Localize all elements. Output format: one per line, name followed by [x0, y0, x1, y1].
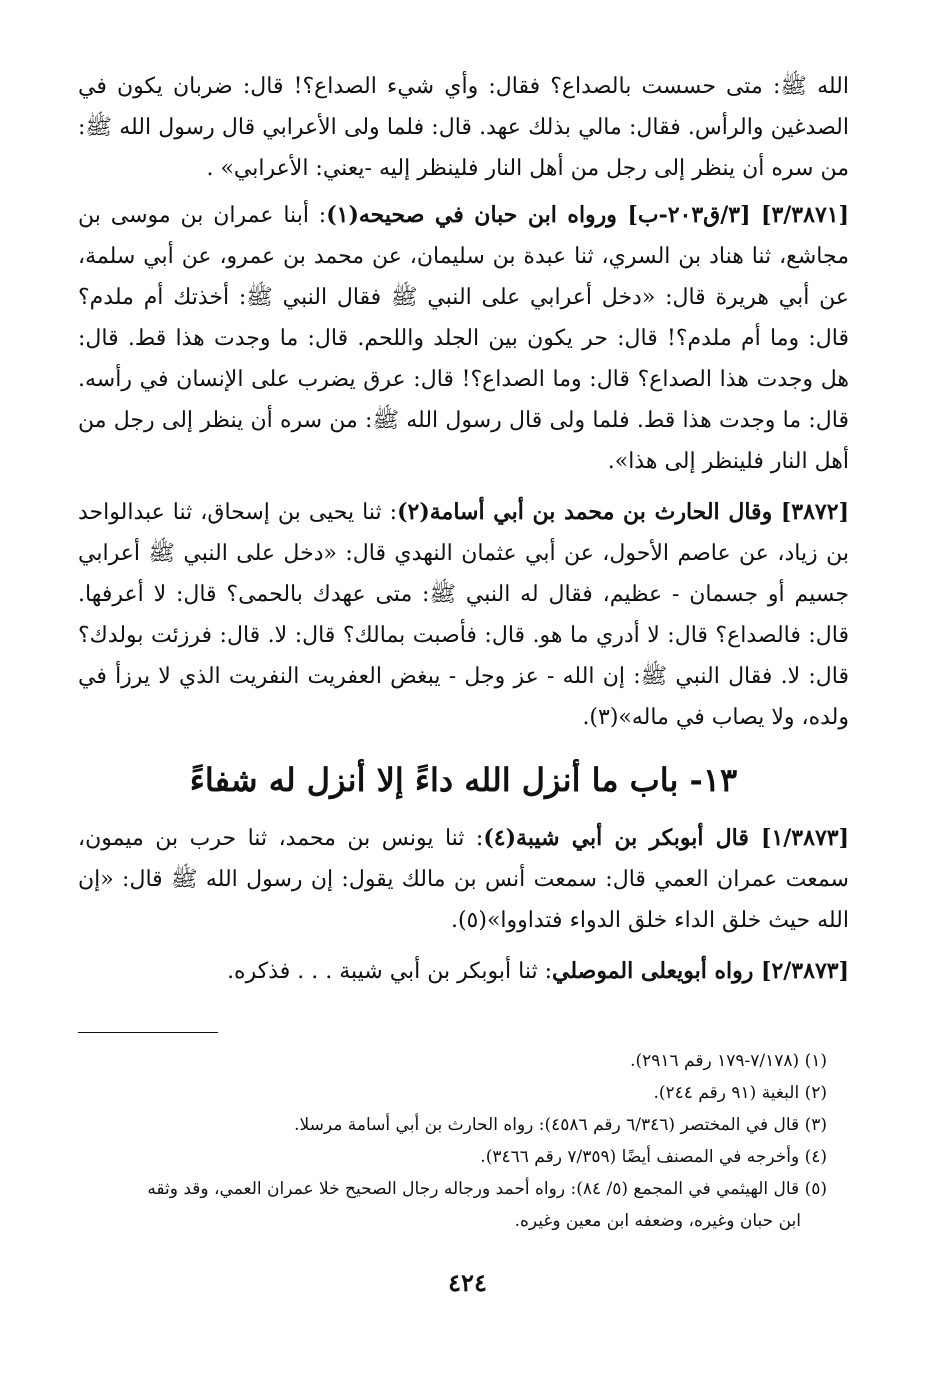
footnote-1: (١) (٧/١٧٨-١٧٩ رقم ٢٩١٦).	[630, 1051, 827, 1071]
footnote-2: (٢) البغية (٩١ رقم ٢٤٤).	[653, 1083, 827, 1103]
page-number: ٤٢٤	[448, 1268, 487, 1297]
hadith-reference: [٣/٣٨٧١] [٣/ق٢٠٣-ب] ورواه ابن حبان في صحيحه(١)	[326, 202, 849, 228]
hadith-3873-2	[78, 951, 849, 992]
paragraph-text: الله ﷺ: متى حسست بالصداع؟ فقال: وأي شيء الصداع؟! قال: ضربان يكون في الصدغين والرأس. فقال: مالي بذلك عهد. قال: فلما ولى الأعرابي قال رسول الله ﷺ: من سره أن ينظر إلى رجل من أهل النار فلينظر إليه -يعني: الأعرابي» .	[78, 74, 849, 181]
hadith-reference: [٢/٣٨٧٣] رواه أبويعلى الموصلي	[552, 958, 849, 984]
footnote-5: (٥) قال الهيثمي في المجمع (٥/ ٨٤): رواه أحمد ورجاله رجال الصحيح خلا عمران العمي، وقد وثقه	[147, 1179, 827, 1199]
hadith-reference: [٣٨٧٢] وقال الحارث بن محمد بن أبي أسامة(٢)	[397, 499, 849, 525]
footnotes	[78, 1045, 827, 1237]
footnote-3: (٣) قال في المختصر (٦/٣٤٦ رقم ٤٥٨٦): رواه الحارث بن أبي أسامة مرسلا.	[294, 1115, 827, 1135]
hadith-text: : ثنا أبوبكر بن أبي شيبة . . . فذكره.	[227, 959, 553, 984]
hadith-3872	[78, 492, 849, 738]
footnote-5-continuation: ابن حبان وغيره، وضعفه ابن معين وغيره.	[514, 1211, 801, 1231]
hadith-3873-1	[78, 818, 849, 941]
hadith-text: : أبنا عمران بن موسى بن مجاشع، ثنا هناد بن السري، ثنا عبدة بن سليمان، عن محمد بن عمرو، عن أبي سلمة، عن أبي هريرة قال: «دخل أعرابي على النبي ﷺ فقال النبي ﷺ: أخذتك أم ملدم؟ قال: وما أم ملدم؟! قال: حر يكون بين الجلد واللحم. قال: ما وجدت هذا قط. قال: هل وجدت هذا الصداع؟ قال: وما الصداع؟! قال: عرق يضرب على الإنسان في رأسه. قال: ما وجدت هذا قط. فلما ولى قال رسول الله ﷺ: من سره أن ينظر إلى رجل من أهل النار فلينظر إلى هذا».	[78, 203, 849, 474]
hadith-3871	[78, 195, 849, 482]
chapter-title: ١٣- باب ما أنزل الله داءً إلا أنزل له شفاءً	[189, 761, 738, 799]
hadith-text: : ثنا يونس بن محمد، ثنا حرب بن ميمون، سمعت عمران العمي قال: سمعت أنس بن مالك يقول: إن رسول الله ﷺ قال: «إن الله حيث خلق الداء خلق الدواء فتداووا»(٥).	[78, 826, 849, 933]
paragraph-continuation	[78, 66, 849, 189]
hadith-reference: [١/٣٨٧٣] قال أبوبكر بن أبي شيبة(٤)	[483, 825, 849, 851]
hadith-text: : ثنا يحيى بن إسحاق، ثنا عبدالواحد بن زياد، عن عاصم الأحول، عن أبي عثمان النهدي قال: «دخل على النبي ﷺ أعرابي جسيم أو جسمان - عظيم، فقال له النبي ﷺ: متى عهدك بالحمى؟ قال: لا أعرفها. قال: فالصداع؟ قال: لا أدري ما هو. قال: فأصبت بمالك؟ قال: لا. قال: فرزئت بولدك؟ قال: لا. فقال النبي ﷺ: إن الله - عز وجل - يبغض العفريت النفريت الذي لا يرزأ في ولده، ولا يصاب في ماله»(٣).	[78, 500, 849, 730]
footnote-divider	[78, 1032, 218, 1033]
footnote-4: (٤) وأخرجه في المصنف أيضًا (٧/٣٥٩ رقم ٣٤٦٦).	[480, 1147, 827, 1167]
